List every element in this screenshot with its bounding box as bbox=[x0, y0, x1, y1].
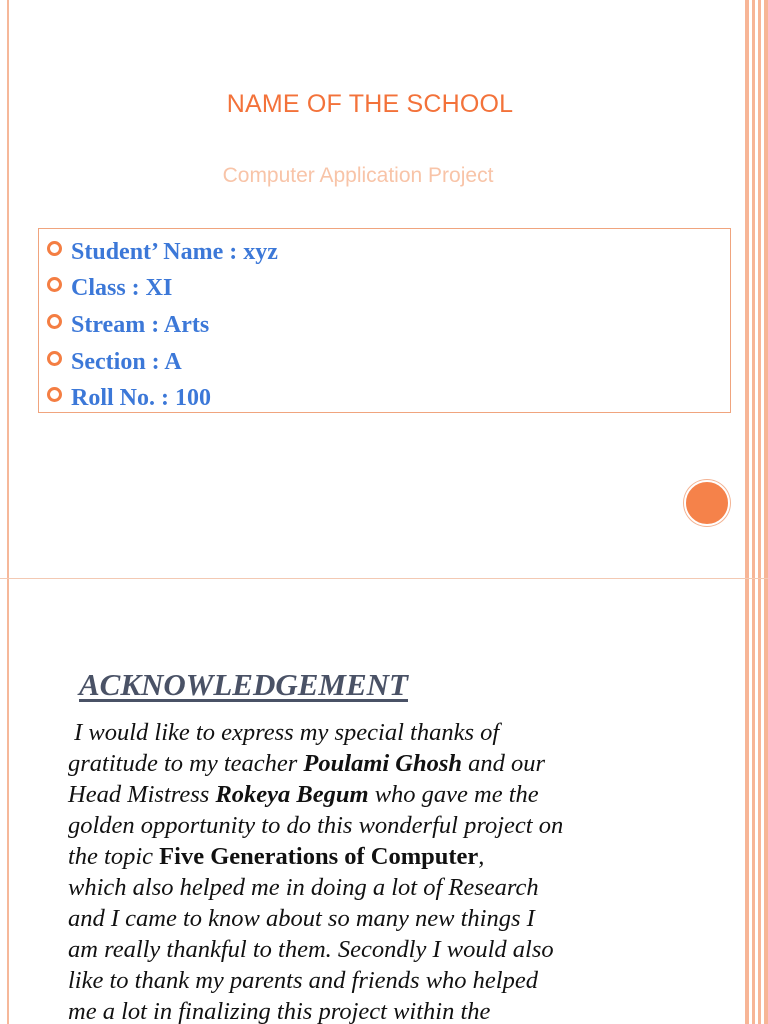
body-text: golden opportunity to do this wonderful project on bbox=[68, 812, 564, 839]
detail-item bbox=[47, 234, 278, 271]
body-text: which also helped me in doing a lot of Research bbox=[68, 874, 539, 901]
detail-item bbox=[47, 307, 278, 344]
orange-circle-ornament bbox=[684, 480, 730, 526]
emphasized-text: Poulami Ghosh bbox=[303, 750, 463, 777]
acknowledgement-slide bbox=[0, 578, 768, 1024]
left-border-line bbox=[7, 579, 9, 1024]
project-subtitle: Computer Application Project bbox=[222, 164, 494, 187]
body-text: the topic bbox=[68, 843, 160, 870]
detail-text: Stream : Arts bbox=[71, 311, 210, 338]
body-text: gratitude to my teacher bbox=[68, 750, 304, 777]
acknowledgement-line bbox=[68, 717, 688, 748]
emphasized-text: Rokeya Begum bbox=[215, 781, 369, 808]
body-text: and our bbox=[462, 750, 546, 777]
acknowledgement-line bbox=[68, 965, 688, 996]
emphasized-text: Five Generations of Computer bbox=[159, 843, 479, 870]
acknowledgement-heading: ACKNOWLEDGEMENT bbox=[79, 667, 408, 702]
acknowledgement-line bbox=[68, 810, 688, 841]
detail-item bbox=[47, 344, 278, 381]
school-title: NAME OF THE SCHOOL bbox=[226, 90, 514, 118]
detail-text: Class : XI bbox=[71, 275, 173, 302]
left-border-line bbox=[7, 0, 9, 578]
right-decorative-stripes bbox=[738, 579, 768, 1024]
ring-bullet-icon bbox=[47, 387, 62, 402]
acknowledgement-line bbox=[68, 779, 688, 810]
ring-bullet-icon bbox=[47, 314, 62, 329]
ring-bullet-icon bbox=[47, 241, 62, 256]
acknowledgement-body bbox=[68, 717, 688, 1024]
body-text: like to thank my parents and friends who helped bbox=[68, 967, 538, 994]
ring-bullet-icon bbox=[47, 277, 62, 292]
acknowledgement-line bbox=[68, 841, 688, 872]
acknowledgement-line bbox=[68, 903, 688, 934]
body-text: I would like to express my special thanks of bbox=[68, 719, 500, 746]
right-decorative-stripes bbox=[738, 0, 768, 578]
body-text: me a lot in finalizing this project within the bbox=[68, 998, 491, 1024]
body-text: who gave me the bbox=[368, 781, 539, 808]
detail-item bbox=[47, 271, 278, 308]
detail-text: Roll No. : 100 bbox=[71, 385, 211, 412]
detail-text: Section : A bbox=[71, 348, 182, 375]
acknowledgement-line bbox=[68, 934, 688, 965]
acknowledgement-line bbox=[68, 996, 688, 1024]
body-text: and I came to know about so many new things I bbox=[68, 905, 535, 932]
detail-item bbox=[47, 380, 278, 417]
student-details-list bbox=[47, 234, 278, 417]
acknowledgement-line bbox=[68, 748, 688, 779]
body-text: , bbox=[478, 843, 485, 870]
student-details-box bbox=[38, 228, 731, 413]
body-text: Head Mistress bbox=[68, 781, 216, 808]
body-text: am really thankful to them. Secondly I would also bbox=[68, 936, 554, 963]
detail-text: Student’ Name : xyz bbox=[71, 238, 278, 265]
ring-bullet-icon bbox=[47, 351, 62, 366]
acknowledgement-line bbox=[68, 872, 688, 903]
